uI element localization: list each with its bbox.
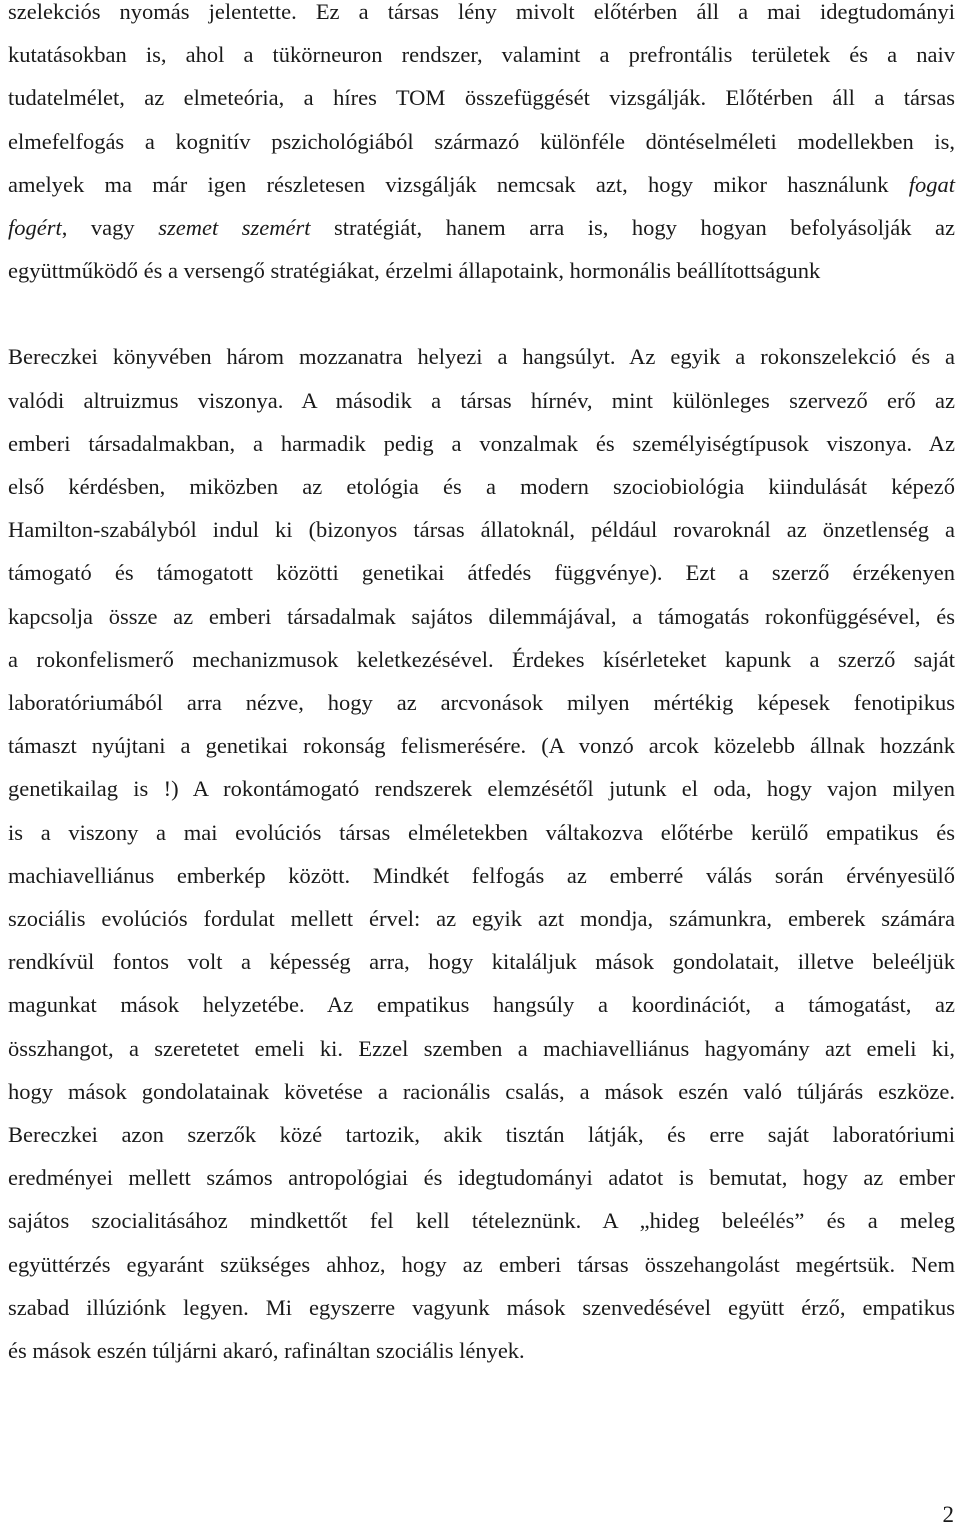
text-line: fogért, vagy szemet szemért stratégiát, hanem arra is, hogy hogyan befolyásolják az — [8, 215, 955, 240]
text-line: Hamilton-szabályból indul ki (bizonyos társas állatoknál, például rovaroknál az önzetlenség a — [8, 517, 955, 542]
text-line: összhangot, a szeretetet emeli ki. Ezzel szemben a machiavelliánus hagyomány azt emeli ki, — [8, 1036, 955, 1061]
text-line: együttérzés egyaránt szükséges ahhoz, hogy az emberi társas összehangolást megértsük. Nem — [8, 1252, 955, 1277]
italic-text: fogat — [908, 172, 955, 197]
text-line: első kérdésben, miközben az etológia és a modern szociobiológia kiindulását képező — [8, 474, 955, 499]
text-line: hogy mások gondolatainak követése a racionális csalás, a mások eszén való túljárás eszköze. — [8, 1079, 955, 1104]
text-line: a rokonfelismerő mechanizmusok keletkezésével. Érdekes kísérleteket kapunk a szerző saját — [8, 647, 955, 672]
text-line: valódi altruizmus viszonya. A második a társas hírnév, mint különleges szervező erő az — [8, 388, 955, 413]
text-line: szabad illúziónk legyen. Mi egyszerre vagyunk mások szenvedésével együtt érző, empatikus — [8, 1295, 955, 1320]
text-line: támogató és támogatott közötti genetikai átfedés függvénye). Ezt a szerző érzékenyen — [8, 560, 955, 585]
text-line: sajátos szocialitásához mindkettőt fel kell tételeznünk. A „hideg beleélés” és a meleg — [8, 1208, 955, 1233]
text-line: együttműködő és a versengő stratégiákat, érzelmi állapotaink, hormonális beállítottságunk — [8, 258, 821, 283]
text-line: szelekciós nyomás jelentette. Ez a társas lény mivolt előtérben áll a mai idegtudományi — [8, 0, 955, 24]
text-line: kutatásokban is, ahol a tükörneuron rendszer, valamint a prefrontális területek és a naiv — [8, 42, 955, 67]
italic-text: szemet szemért — [158, 215, 311, 240]
text-line: laboratóriumából arra nézve, hogy az arcvonások milyen mértékig képesek fenotipikus — [8, 690, 955, 715]
text-line: amelyek ma már igen részletesen vizsgálják nemcsak azt, hogy mikor használunk fogat — [8, 172, 955, 197]
text-line: machiavelliánus emberkép között. Mindkét felfogás az emberré válás során érvényesülő — [8, 863, 955, 888]
text-line: genetikailag is !) A rokontámogató rendszerek elemzésétől jutunk el oda, hogy vajon milyen — [8, 776, 955, 801]
text-line: Bereczkei könyvében három mozzanatra helyezi a hangsúlyt. Az egyik a rokonszelekció és a — [8, 344, 955, 369]
text-line: is a viszony a mai evolúciós társas elméletekben váltakozva előtérbe kerülő empatikus és — [8, 820, 955, 845]
text-line: kapcsolja össze az emberi társadalmak sajátos dilemmájával, a támogatás rokonfüggésével, és — [8, 604, 955, 629]
text-line: támaszt nyújtani a genetikai rokonság felismerésére. (A vonzó arcok közelebb állnak hozzánk — [8, 733, 955, 758]
text-line: tudatelmélet, az elmeteória, a híres TOM összefüggését vizsgálják. Előtérben áll a társas — [8, 85, 955, 110]
text-line: és mások eszén túljárni akaró, rafináltan szociális lények. — [8, 1338, 525, 1363]
text-line: rendkívül fontos volt a képesség arra, hogy kitaláljuk mások gondolatait, illetve beleéljük — [8, 949, 955, 974]
text-line: elmefelfogás a kognitív pszichológiából származó különféle döntéselméleti modellekben is, — [8, 129, 955, 154]
text-line: eredményei mellett számos antropológiai és idegtudományi adatot is bemutat, hogy az ember — [8, 1165, 955, 1190]
text-line: Bereczkei azon szerzők közé tartozik, akik tisztán látják, és erre saját laboratóriumi — [8, 1122, 955, 1147]
page-number: 2 — [942, 1502, 954, 1527]
text-line: magunkat mások helyzetébe. Az empatikus hangsúly a koordinációt, a támogatást, az — [8, 992, 955, 1017]
text-line: emberi társadalmakban, a harmadik pedig a vonzalmak és személyiségtípusok viszonya. Az — [8, 431, 955, 456]
italic-text: fogért — [8, 215, 62, 240]
text-line: szociális evolúciós fordulat mellett érvel: az egyik azt mondja, számunkra, emberek számára — [8, 906, 955, 931]
